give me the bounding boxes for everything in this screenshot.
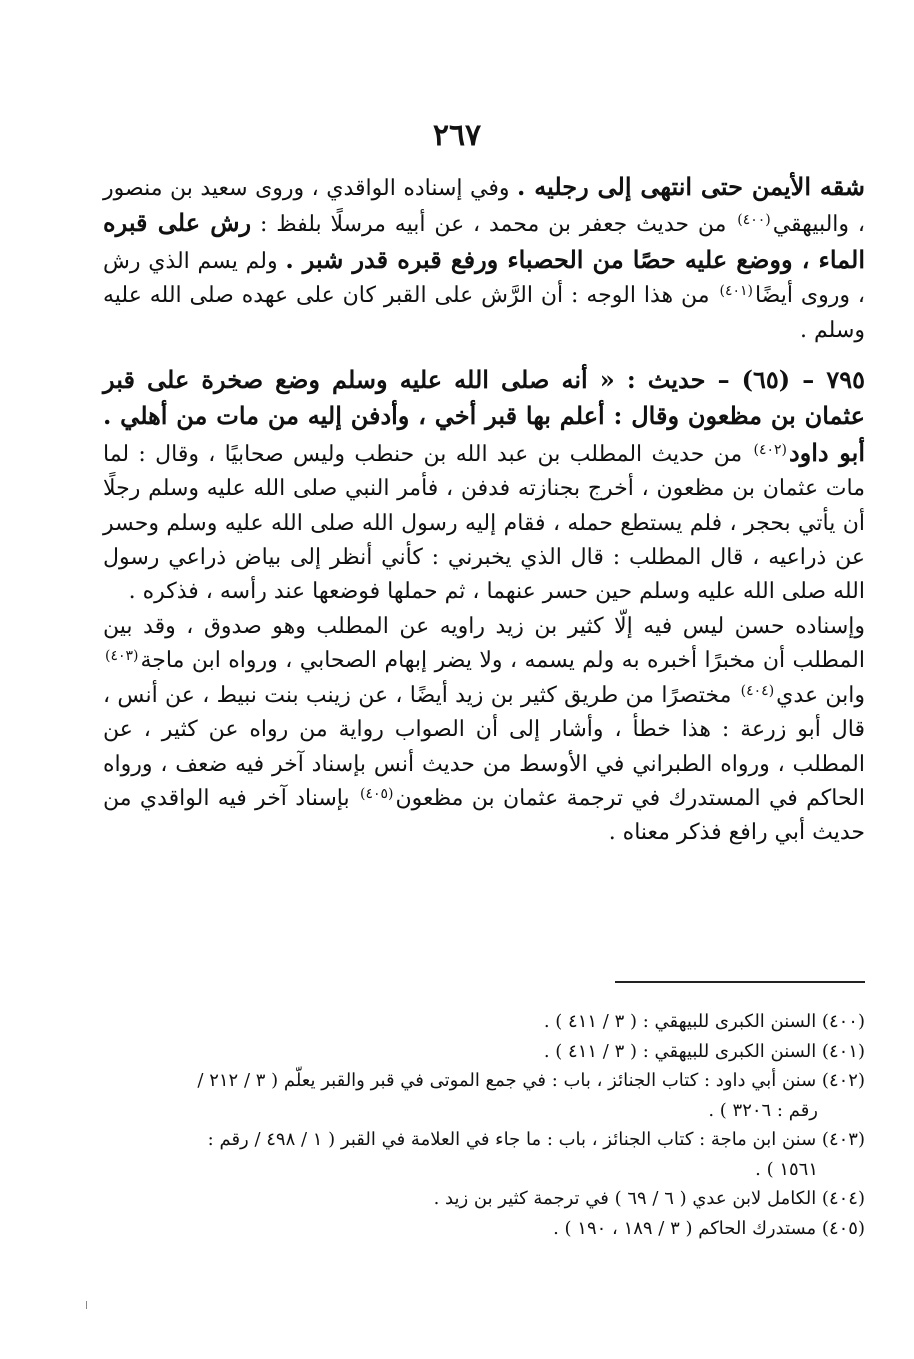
footnote-ref-402[interactable]: (٤٠٢) [753, 441, 787, 458]
footnote-separator [615, 981, 865, 983]
commentary-text: وإسناده حسن ليس فيه إلّا كثير بن زيد راويه عن المطلب وهو صدوق ، وقد بين المطلب أن مخبرًا أخبره به ولم يسمه ، ولا يضر إبهام الصحابي ، ورواه ابن ماجة [103, 613, 865, 674]
footnote-ref-404[interactable]: (٤٠٤) [740, 682, 775, 699]
footnote-text: (٤٠١) السنن الكبرى للبيهقي : ( ٣ / ٤١١ ) . [543, 1040, 865, 1062]
page-number: ٢٦٧ [432, 118, 482, 153]
footnote-ref-405[interactable]: (٤٠٥) [359, 785, 394, 802]
commentary-text: مختصرًا من طريق كثير بن زيد أيضًا ، عن زينب بنت نبيط ، عن أنس ، قال أبو زرعة : هذا خطأ ، وأشار إلى أن الصواب رواية من رواه عن كثير ، عن المطلب ، ورواه الطبراني في الأوسط من حديث أنس بإسناد آخر فيه ضعف ، ورواه الحاكم في المستدرك في ترجمة عثمان بن مظعون [103, 682, 865, 811]
footnote-400 [103, 1007, 865, 1037]
footnote-ref-400[interactable]: (٤٠٠) [737, 212, 771, 229]
footnote-text: (٤٠٤) الكامل لابن عدي ( ٦ / ٦٩ ) في ترجمة كثير بن زيد . [433, 1188, 865, 1209]
hadith-heading: ٧٩٥ – (٦٥) – حديث : « أنه صلى الله عليه وسلم وضع صخرة على قبر عثمان بن مظعون وقال : أعلم بها قبر أخي ، وأدفن إليه من مات من أهلي . [103, 365, 865, 431]
footnote-text: (٤٠٣) سنن ابن ماجة : كتاب الجنائز ، باب : ما جاء في العلامة في القبر ( ١ / ٤٩٨ / رقم : [207, 1129, 865, 1150]
footnote-402 [103, 1066, 865, 1125]
footnote-404 [103, 1184, 865, 1214]
commentary-text: وابن عدي [776, 682, 865, 708]
paragraph-2 [103, 363, 865, 610]
main-text [103, 170, 865, 851]
footnote-ref-403[interactable]: (٤٠٣) [105, 648, 139, 665]
footnote-403 [103, 1125, 865, 1184]
footnote-continuation: ١٥٦١ ) . [755, 1158, 818, 1180]
footnote-text: (٤٠٥) مستدرك الحاكم ( ٣ / ١٨٩ ، ١٩٠ ) . [553, 1217, 865, 1239]
paragraph-1 [103, 170, 865, 348]
commentary-text: بإسناد آخر فيه الواقدي من حديث أبي رافع فذكر معناه . [103, 785, 865, 846]
hadith-text: شقه الأيمن حتى انتهى إلى رجليه . [517, 172, 865, 201]
commentary-text: من هذا الوجه : أن الرَّش على القبر كان على عهده صلى الله عليه وسلم . [103, 283, 865, 343]
footnote-continuation: رقم : ٣٢٠٦ ) . [708, 1099, 818, 1121]
footnote-text: (٤٠٠) السنن الكبرى للبيهقي : ( ٣ / ٤١١ ) . [543, 1011, 865, 1032]
footnote-405 [103, 1214, 865, 1244]
margin-mark [86, 1301, 88, 1309]
footnote-401 [103, 1037, 865, 1067]
hadith-quote: رش على قبره الماء ، ووضع عليه حصًا من الحصباء ورفع قبره قدر شبر . [103, 208, 865, 274]
commentary-text: من حديث المطلب بن عبد الله بن حنطب وليس صحابيًا ، وقال : لما مات عثمان بن مظعون ، أخرج بجنازته فدفن ، فأمر النبي صلى الله عليه وسلم رجلًا أن يأتي بحجر ، فلم يستطع حمله ، فقام إليه رسول الله صلى الله عليه وسلم وحسر عن ذراعيه ، قال المطلب : قال الذي يخبرني : كأني أنظر إلى بياض ذراعي رسول الله صلى الله عليه وسلم حين حسر عنهما ، ثم حملها فوضعها عند رأسه ، فذكره . [103, 441, 865, 605]
paragraph-3 [103, 610, 865, 851]
commentary-text: من حديث جعفر بن محمد ، عن أبيه مرسلًا بلفظ : [251, 212, 736, 238]
commentary-text: ولم يسم الذي رش ، وروى أيضًا [103, 248, 865, 309]
footnote-text: (٤٠٢) سنن أبي داود : كتاب الجنائز ، باب : في جمع الموتى في قبر والقبر يعلّم ( ٣ / ٢١٢ / [197, 1070, 865, 1091]
commentary-text: وفي إسناده الواقدي ، وروى سعيد بن منصور ، والبيهقي [103, 176, 865, 238]
footnotes [103, 1007, 865, 1243]
footnote-ref-401[interactable]: (٤٠١) [719, 283, 753, 300]
commentary-text-bold: أبو داود [788, 437, 866, 467]
